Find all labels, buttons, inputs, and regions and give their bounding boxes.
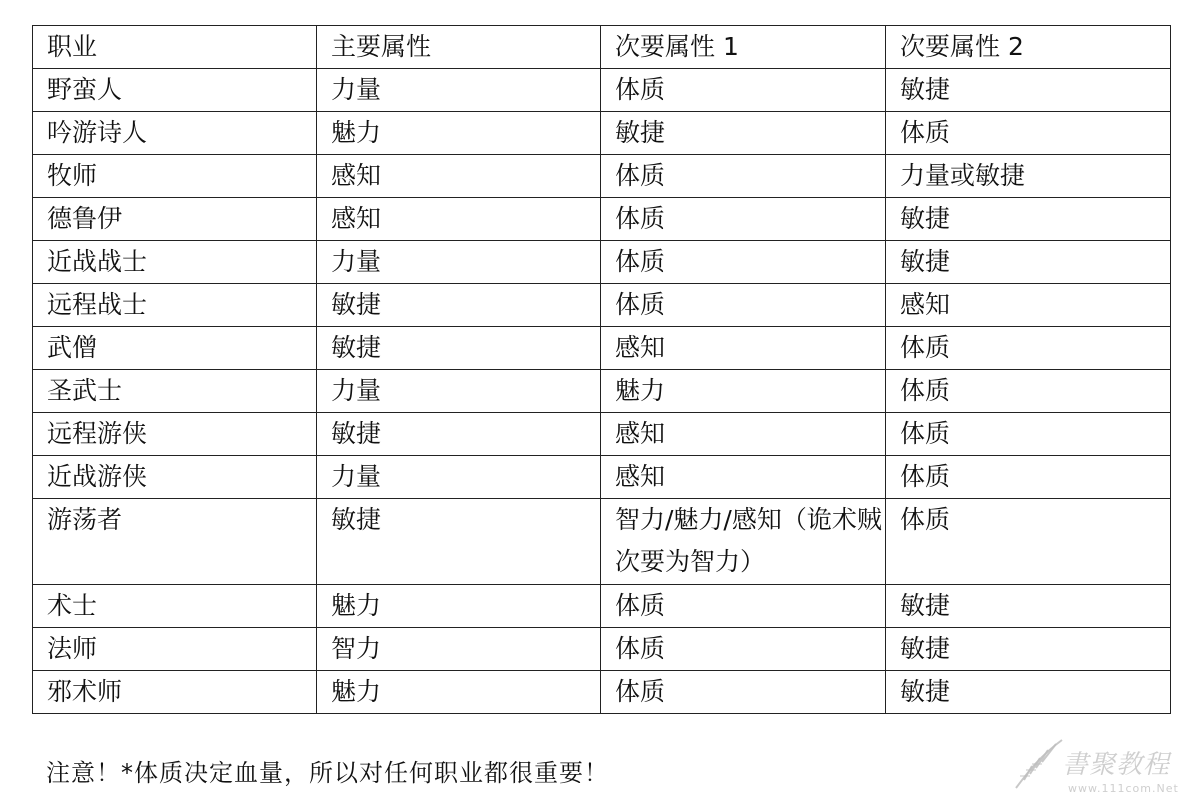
header-primary-attribute: 主要属性 (317, 26, 601, 69)
secondary-attribute-1-cell: 体质 (601, 671, 886, 714)
table-row (33, 69, 1171, 112)
table-row (33, 370, 1171, 413)
secondary-attribute-1-cell: 智力/魅力/感知（诡术贼次要为智力） (601, 499, 886, 585)
class-cell: 武僧 (33, 327, 317, 370)
class-cell: 吟游诗人 (33, 112, 317, 155)
class-cell: 德鲁伊 (33, 198, 317, 241)
secondary-attribute-1-cell: 感知 (601, 413, 886, 456)
secondary-attribute-1-cell: 魅力 (601, 370, 886, 413)
secondary-attribute-2-cell: 体质 (886, 456, 1171, 499)
secondary-attribute-1-cell: 体质 (601, 69, 886, 112)
table-row (33, 284, 1171, 327)
secondary-attribute-2-cell: 体质 (886, 327, 1171, 370)
primary-attribute-cell: 魅力 (317, 112, 601, 155)
table-row (33, 456, 1171, 499)
primary-attribute-cell: 力量 (317, 241, 601, 284)
table-row (33, 241, 1171, 284)
primary-attribute-cell: 感知 (317, 155, 601, 198)
secondary-attribute-1-cell: 体质 (601, 628, 886, 671)
table-row (33, 499, 1171, 585)
primary-attribute-cell: 智力 (317, 628, 601, 671)
secondary-attribute-1-cell: 感知 (601, 456, 886, 499)
secondary-attribute-2-cell: 敏捷 (886, 198, 1171, 241)
secondary-attribute-1-cell: 敏捷 (601, 112, 886, 155)
watermark-name: 書聚教程 (1062, 750, 1171, 780)
watermark-url: www.111com.Net (1068, 782, 1179, 795)
class-attribute-table (32, 25, 1171, 714)
header-secondary-attribute-2: 次要属性 2 (886, 26, 1171, 69)
primary-attribute-cell: 魅力 (317, 671, 601, 714)
primary-attribute-cell: 敏捷 (317, 413, 601, 456)
table-row (33, 112, 1171, 155)
class-cell: 圣武士 (33, 370, 317, 413)
table-row (33, 327, 1171, 370)
secondary-attribute-2-cell: 敏捷 (886, 671, 1171, 714)
table-row (33, 671, 1171, 714)
secondary-attribute-2-cell: 力量或敏捷 (886, 155, 1171, 198)
class-cell: 野蛮人 (33, 69, 317, 112)
primary-attribute-cell: 敏捷 (317, 499, 601, 585)
class-cell: 游荡者 (33, 499, 317, 585)
secondary-attribute-2-cell: 体质 (886, 370, 1171, 413)
primary-attribute-cell: 感知 (317, 198, 601, 241)
primary-attribute-cell: 敏捷 (317, 284, 601, 327)
class-cell: 牧师 (33, 155, 317, 198)
secondary-attribute-2-cell: 体质 (886, 413, 1171, 456)
primary-attribute-cell: 力量 (317, 456, 601, 499)
secondary-attribute-2-cell: 敏捷 (886, 628, 1171, 671)
table-row (33, 198, 1171, 241)
secondary-attribute-1-cell: 体质 (601, 198, 886, 241)
constitution-note: 注意！*体质决定血量，所以对任何职业都很重要！ (46, 759, 609, 787)
class-cell: 远程战士 (33, 284, 317, 327)
class-cell: 术士 (33, 585, 317, 628)
class-cell: 近战游侠 (33, 456, 317, 499)
site-watermark (1010, 730, 1180, 800)
secondary-attribute-1-cell: 体质 (601, 585, 886, 628)
secondary-attribute-1-cell: 体质 (601, 241, 886, 284)
class-cell: 近战战士 (33, 241, 317, 284)
secondary-attribute-1-cell: 体质 (601, 155, 886, 198)
header-class: 职业 (33, 26, 317, 69)
secondary-attribute-2-cell: 敏捷 (886, 585, 1171, 628)
primary-attribute-cell: 敏捷 (317, 327, 601, 370)
secondary-attribute-1-cell: 体质 (601, 284, 886, 327)
secondary-attribute-2-cell: 感知 (886, 284, 1171, 327)
table-header-row (33, 26, 1171, 69)
class-cell: 远程游侠 (33, 413, 317, 456)
secondary-attribute-2-cell: 体质 (886, 499, 1171, 585)
class-attribute-table-container (32, 25, 1171, 714)
primary-attribute-cell: 力量 (317, 69, 601, 112)
table-row (33, 585, 1171, 628)
table-row (33, 155, 1171, 198)
secondary-attribute-2-cell: 体质 (886, 112, 1171, 155)
secondary-attribute-1-cell: 感知 (601, 327, 886, 370)
secondary-attribute-2-cell: 敏捷 (886, 241, 1171, 284)
secondary-attribute-2-cell: 敏捷 (886, 69, 1171, 112)
primary-attribute-cell: 魅力 (317, 585, 601, 628)
class-cell: 邪术师 (33, 671, 317, 714)
table-row (33, 413, 1171, 456)
header-secondary-attribute-1: 次要属性 1 (601, 26, 886, 69)
table-row (33, 628, 1171, 671)
class-cell: 法师 (33, 628, 317, 671)
primary-attribute-cell: 力量 (317, 370, 601, 413)
